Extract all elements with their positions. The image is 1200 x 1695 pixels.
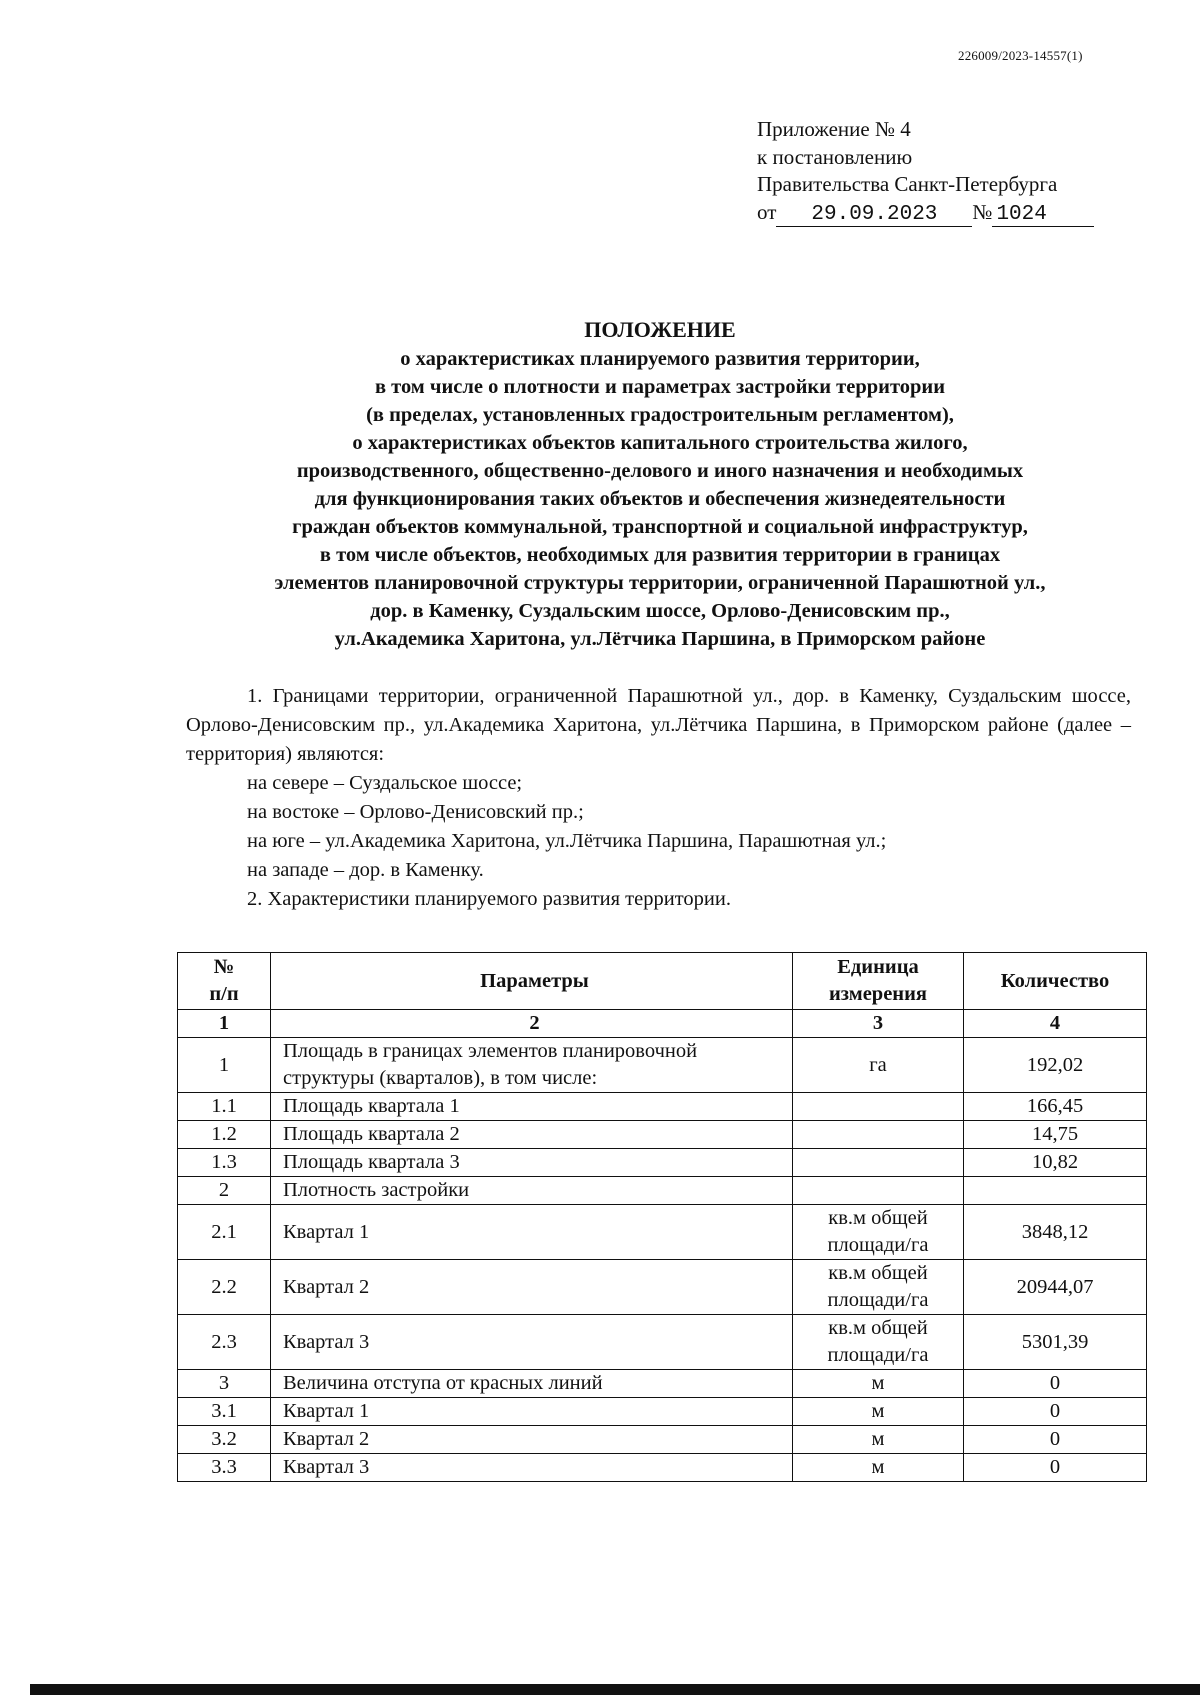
column-index: 2 bbox=[271, 1010, 793, 1038]
table-row bbox=[178, 1398, 1147, 1426]
row-number: 1.2 bbox=[178, 1121, 271, 1149]
column-index-row bbox=[178, 1010, 1147, 1038]
table-row bbox=[178, 1177, 1147, 1205]
document-title-block bbox=[110, 316, 1200, 653]
row-quantity: 166,45 bbox=[964, 1093, 1147, 1121]
table-row bbox=[178, 1454, 1147, 1482]
row-parameter: Квартал 3 bbox=[271, 1454, 793, 1482]
table-row bbox=[178, 1149, 1147, 1177]
title-line: для функционирования таких объектов и обеспечения жизнедеятельности bbox=[314, 488, 1006, 510]
row-parameter: Площадь в границах элементов планировочной структуры (кварталов), в том числе: bbox=[271, 1038, 793, 1093]
row-unit bbox=[793, 1121, 964, 1149]
row-quantity: 3848,12 bbox=[964, 1205, 1147, 1260]
table-row bbox=[178, 1038, 1147, 1093]
row-quantity: 20944,07 bbox=[964, 1260, 1147, 1315]
document-body bbox=[186, 682, 1131, 914]
row-unit bbox=[793, 1093, 964, 1121]
scan-edge-bar bbox=[30, 1684, 1200, 1695]
boundary-item-east: на востоке – Орлово-Денисовский пр.; bbox=[247, 801, 584, 823]
row-parameter: Квартал 1 bbox=[271, 1398, 793, 1426]
row-number: 1.3 bbox=[178, 1149, 271, 1177]
table-row bbox=[178, 1315, 1147, 1370]
table-row bbox=[178, 1260, 1147, 1315]
row-parameter: Квартал 3 bbox=[271, 1315, 793, 1370]
row-number: 2.2 bbox=[178, 1260, 271, 1315]
appendix-date-number-line bbox=[757, 199, 1094, 227]
table-row bbox=[178, 1370, 1147, 1398]
row-parameter: Площадь квартала 1 bbox=[271, 1093, 793, 1121]
title-line: (в пределах, установленных градостроительным регламентом), bbox=[366, 404, 954, 426]
row-unit: кв.м общей площади/га bbox=[793, 1260, 964, 1315]
date-prefix: от bbox=[757, 199, 777, 224]
row-number: 3.3 bbox=[178, 1454, 271, 1482]
title-line: элементов планировочной структуры территории, ограниченной Парашютной ул., bbox=[274, 572, 1046, 594]
row-quantity: 0 bbox=[964, 1398, 1147, 1426]
column-index: 1 bbox=[178, 1010, 271, 1038]
paragraph-boundaries: 1. Границами территории, ограниченной Парашютной ул., дор. в Каменку, Суздальским шоссе, Орлово-Денисовским пр., ул.Академика Харитона, ул.Лётчика Паршина, в Приморском районе (далее – территория) являются: bbox=[186, 685, 1131, 765]
title-line: о характеристиках планируемого развития территории, bbox=[400, 348, 920, 370]
column-index: 3 bbox=[793, 1010, 964, 1038]
column-index: 4 bbox=[964, 1010, 1147, 1038]
row-unit: кв.м общей площади/га bbox=[793, 1205, 964, 1260]
row-unit bbox=[793, 1149, 964, 1177]
row-unit: кв.м общей площади/га bbox=[793, 1315, 964, 1370]
row-quantity: 5301,39 bbox=[964, 1315, 1147, 1370]
row-quantity: 192,02 bbox=[964, 1038, 1147, 1093]
row-unit: м bbox=[793, 1454, 964, 1482]
resolution-number: 1024 bbox=[992, 204, 1094, 227]
row-unit bbox=[793, 1177, 964, 1205]
row-unit: м bbox=[793, 1370, 964, 1398]
row-number: 3.1 bbox=[178, 1398, 271, 1426]
title-line: в том числе о плотности и параметрах застройки территории bbox=[374, 376, 946, 398]
document-title: ПОЛОЖЕНИЕ bbox=[584, 317, 736, 342]
row-number: 3.2 bbox=[178, 1426, 271, 1454]
paragraph-characteristics: 2. Характеристики планируемого развития территории. bbox=[247, 888, 731, 910]
title-line: дор. в Каменку, Суздальским шоссе, Орлово-Денисовским пр., bbox=[370, 600, 950, 622]
row-quantity: 0 bbox=[964, 1426, 1147, 1454]
resolution-date: 29.09.2023 bbox=[776, 204, 972, 227]
appendix-authority: Правительства Санкт-Петербурга bbox=[757, 172, 1058, 196]
row-parameter: Квартал 2 bbox=[271, 1260, 793, 1315]
row-unit: м bbox=[793, 1398, 964, 1426]
row-number: 1.1 bbox=[178, 1093, 271, 1121]
row-quantity: 0 bbox=[964, 1370, 1147, 1398]
header-number: № п/п bbox=[178, 953, 271, 1010]
table-row bbox=[178, 1121, 1147, 1149]
header-quantity: Количество bbox=[964, 953, 1147, 1010]
row-number: 1 bbox=[178, 1038, 271, 1093]
row-number: 2.1 bbox=[178, 1205, 271, 1260]
title-line: ул.Академика Харитона, ул.Лётчика Паршина, в Приморском районе bbox=[334, 628, 986, 650]
title-line: о характеристиках объектов капитального строительства жилого, bbox=[352, 432, 968, 454]
row-parameter: Квартал 2 bbox=[271, 1426, 793, 1454]
appendix-reference: к постановлению bbox=[757, 144, 913, 169]
row-quantity: 0 bbox=[964, 1454, 1147, 1482]
title-line: производственного, общественно-делового и иного назначения и необходимых bbox=[296, 460, 1024, 482]
table-header-row bbox=[178, 953, 1147, 1010]
appendix-title: Приложение № 4 bbox=[757, 117, 911, 141]
row-parameter: Величина отступа от красных линий bbox=[271, 1370, 793, 1398]
appendix-block bbox=[757, 116, 1094, 227]
row-number: 2.3 bbox=[178, 1315, 271, 1370]
row-unit: м bbox=[793, 1426, 964, 1454]
row-parameter: Квартал 1 bbox=[271, 1205, 793, 1260]
parameters-table bbox=[177, 952, 1147, 1482]
row-parameter: Плотность застройки bbox=[271, 1177, 793, 1205]
row-unit: га bbox=[793, 1038, 964, 1093]
row-parameter: Площадь квартала 2 bbox=[271, 1121, 793, 1149]
header-unit: Единица измерения bbox=[793, 953, 964, 1010]
row-quantity: 10,82 bbox=[964, 1149, 1147, 1177]
number-prefix: № bbox=[972, 199, 993, 224]
table-row bbox=[178, 1093, 1147, 1121]
table-row bbox=[178, 1426, 1147, 1454]
row-parameter: Площадь квартала 3 bbox=[271, 1149, 793, 1177]
row-number: 3 bbox=[178, 1370, 271, 1398]
table-row bbox=[178, 1205, 1147, 1260]
boundary-item-south: на юге – ул.Академика Харитона, ул.Лётчика Паршина, Парашютная ул.; bbox=[247, 830, 887, 852]
row-number: 2 bbox=[178, 1177, 271, 1205]
row-quantity: 14,75 bbox=[964, 1121, 1147, 1149]
row-quantity bbox=[964, 1177, 1147, 1205]
title-line: граждан объектов коммунальной, транспортной и социальной инфраструктур, bbox=[292, 516, 1028, 538]
boundary-item-west: на западе – дор. в Каменку. bbox=[247, 859, 484, 881]
boundary-item-north: на севере – Суздальское шоссе; bbox=[247, 772, 523, 794]
header-parameters: Параметры bbox=[271, 953, 793, 1010]
title-line: в том числе объектов, необходимых для развития территории в границах bbox=[319, 544, 1001, 566]
document-registration-number: 226009/2023-14557(1) bbox=[958, 48, 1083, 63]
